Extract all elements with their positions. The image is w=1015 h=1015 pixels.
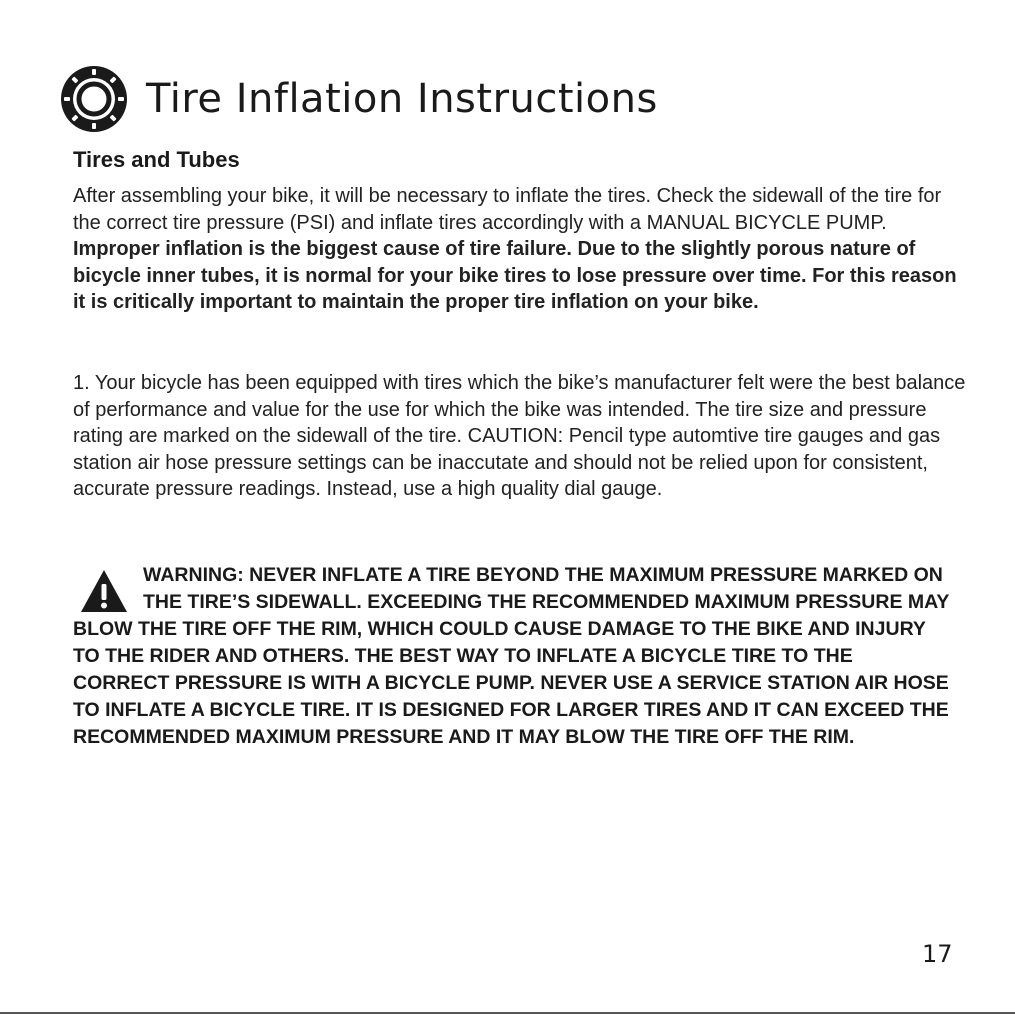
intro-paragraph bbox=[73, 183, 973, 316]
section-heading: Tires and Tubes bbox=[73, 147, 240, 172]
step-1-paragraph: 1. Your bicycle has been equipped with tires which the bike’s manufacturer felt were the best balance of performance and value for the use for which the bike was intended. The tire size and pressure rating are marked on the sidewall of the tire. CAUTION: Pencil type automtive tire gauges and gas station air hose pressure settings can be inaccutate and should not be relied upon for consistent, accurate pressure readings. Instead, use a high quality dial gauge. bbox=[73, 372, 966, 500]
bottom-divider bbox=[0, 1012, 1015, 1014]
page-title: Tire Inflation Instructions bbox=[146, 76, 658, 122]
gear-icon bbox=[58, 63, 130, 135]
warning-block bbox=[73, 562, 953, 751]
warning-triangle-icon bbox=[79, 568, 129, 614]
warning-text: WARNING: NEVER INFLATE A TIRE BEYOND THE MAXIMUM PRESSURE MARKED ON THE TIRE’S SIDEWALL. EXCEEDING THE RECOMMENDED MAXIMUM PRESSURE MAY BLOW THE TIRE OFF THE RIM, WHICH COULD CAUSE DAMAGE TO THE BIKE AND INJURY TO THE RIDER AND OTHERS. THE BEST WAY TO INFLATE A BICYCLE TIRE TO THE CORRECT PRESSURE IS WITH A BICYCLE PUMP. NEVER USE A SERVICE STATION AIR HOSE TO INFLATE A BICYCLE TIRE. IT IS DESIGNED FOR LARGER TIRES AND IT CAN EXCEED THE RECOMMENDED MAXIMUM PRESSURE AND IT MAY BLOW THE TIRE OFF THE RIM. bbox=[73, 564, 950, 748]
page-header bbox=[58, 63, 658, 135]
page-number: 17 bbox=[922, 940, 953, 968]
intro-plain-text: After assembling your bike, it will be necessary to inflate the tires. Check the sidewall of the tire for the correct tire pressure (PSI) and inflate tires accordingly with a MANUAL BICYCLE PUMP. bbox=[73, 185, 942, 234]
intro-bold-text: Improper inflation is the biggest cause of tire failure. Due to the slightly porous nature of bicycle inner tubes, it is normal for your bike tires to lose pressure over time. For this reason it is critically important to maintain the proper tire inflation on your bike. bbox=[73, 238, 957, 313]
